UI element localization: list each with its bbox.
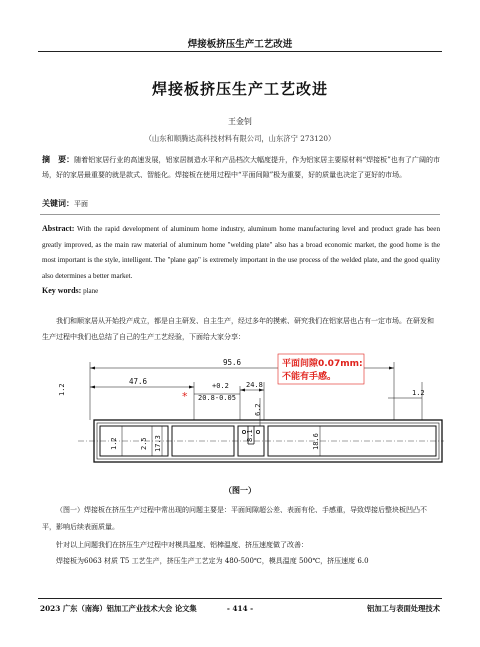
- footer-rule: [38, 598, 442, 599]
- star-mark: *: [182, 390, 188, 403]
- dim-edge: 1.2: [412, 389, 425, 397]
- page-number: - 414 -: [226, 604, 254, 613]
- paper-title: 焊接板挤压生产工艺改进: [151, 80, 328, 98]
- footer-proceedings: 2023 广东（南海）铝加工产业技术大会 论文集: [40, 604, 197, 613]
- section-rule: [40, 214, 440, 215]
- dim-h173: 17.3: [154, 435, 162, 452]
- keywords-en-label: Key words:: [42, 286, 82, 295]
- arrowhead: [90, 386, 95, 389]
- intro-paragraph: 我们和顺家居从开始投产成立，都是自主研发、自主生产，经过多年的摸索、研究我们在铝家居也占有一定市场。在研发和生产过程中我们也总结了自己的生产工艺经验，下面给大家分享：: [42, 317, 434, 341]
- keywords-en-text: plane: [81, 287, 99, 295]
- author-affiliation: （山东和顺腾达高科技材料有限公司，山东济宁 273120）: [144, 134, 336, 143]
- figure-caption: （图一）: [224, 485, 256, 495]
- abstract-cn: [42, 152, 440, 183]
- author-name: 王金钊: [228, 117, 252, 126]
- dim-tolerance: +0.2: [212, 382, 229, 390]
- keywords-cn-label: 关键词：: [42, 198, 74, 208]
- arrowhead: [189, 386, 194, 389]
- abstract-en-text: With the rapid development of aluminum home industry, aluminum home manufacturing level and product grade has been greatly improved, as the main raw material of aluminum home "welding plate" also has a broad economic market, the good home is the most important is the style, intelligent. The "plane gap" is extremely important in the use process of the welded plate, and the good quality also determines a better market.: [42, 225, 440, 280]
- keywords-cn-text: 平面: [74, 200, 88, 208]
- running-header: 焊接板挤压生产工艺改进: [187, 39, 293, 50]
- arrowhead: [90, 367, 95, 370]
- header-rule: [38, 51, 442, 52]
- dim-h25: 2.5: [140, 437, 148, 450]
- keywords-en: [42, 283, 440, 299]
- body-paragraph-1: （图一）焊接板在挤压生产过程中常出现的问题主要是：平面间隙超公差、表面有伦、手感重，导致焊接后整块板凹凸不平，影响后续表面质量。: [42, 506, 427, 531]
- arrowhead: [240, 389, 245, 392]
- profile-drawing: [42, 352, 444, 470]
- dim-nominal: 20.8-0.05: [198, 394, 236, 402]
- dim-h186: 18.6: [312, 433, 320, 450]
- abstract-cn-text: 随着铝家居行业的高速发展，铝家居制造水平和产品档次大幅度提升，作为铝家居主要原材料“焊接板”也有了广阔的市场，好的家居最重要的就是款式、智能化。焊接板在使用过程中“平面间隙”极为重要，好的质量也决定了更好的市场。: [42, 156, 441, 179]
- footer-journal: 铝加工与表面处理技术: [367, 604, 440, 613]
- dim-h12: 1.2: [110, 437, 118, 450]
- dim-edge-right: 1.2: [58, 383, 66, 396]
- dim-left: 47.6: [128, 377, 148, 386]
- body-paragraph-3: 焊接板为6063 材质 T5 工艺生产，挤压生产工艺定为 480-500℃，模具温度 500℃，挤压速度 6.0: [56, 557, 369, 565]
- abstract-en: [42, 221, 440, 284]
- body-paragraph-2: 针对以上问题我们在挤压生产过程中对模具温度、铝棒温度、挤压速度做了改善：: [56, 541, 308, 549]
- abstract-cn-label: 摘 要：: [42, 154, 75, 164]
- keywords-cn: [42, 196, 440, 212]
- annotation-line-2: 不能有手感。: [282, 372, 337, 382]
- arrowhead: [389, 367, 394, 370]
- abstract-en-label: Abstract:: [42, 224, 75, 233]
- dim-overall: 95.6: [222, 358, 242, 367]
- dim-right-span: 24.8: [246, 381, 263, 389]
- dim-h81: 8.1: [246, 429, 254, 442]
- annotation-line-1: 平面间隙0.07mm:: [282, 359, 363, 369]
- slot-hole: [256, 430, 259, 433]
- dim-h62: 6.2: [254, 403, 262, 416]
